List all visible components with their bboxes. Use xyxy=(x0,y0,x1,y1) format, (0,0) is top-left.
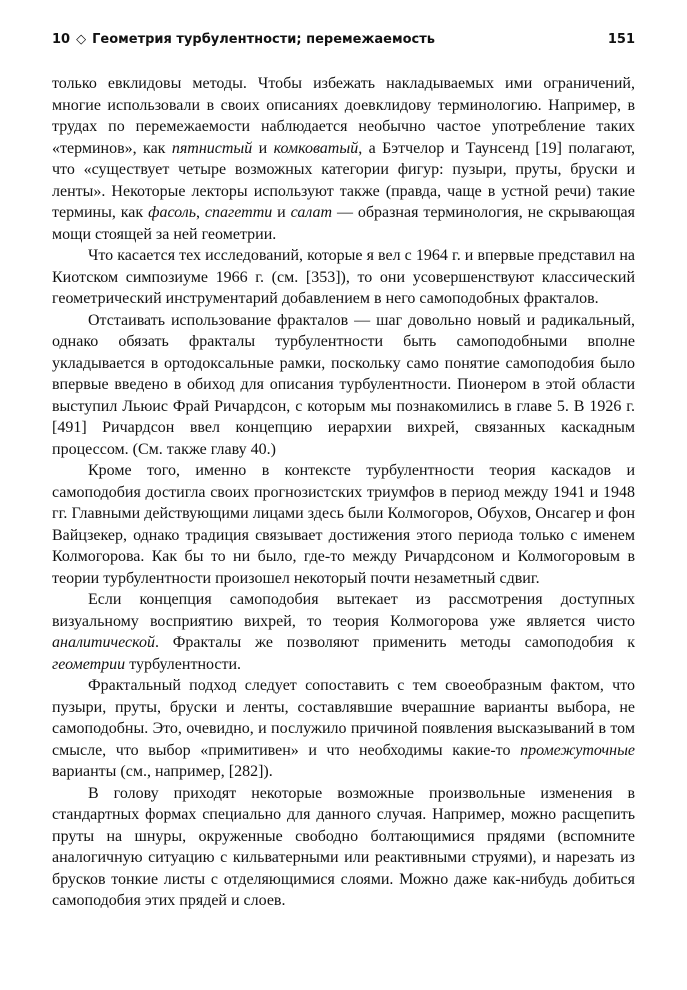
text-run: , xyxy=(196,204,205,221)
italic-term: комковатый xyxy=(273,139,359,157)
italic-term: геометрии xyxy=(52,655,126,673)
paragraph xyxy=(52,589,635,675)
page-number: 151 xyxy=(607,32,635,47)
paragraph xyxy=(52,245,635,310)
italic-term: промежуточные xyxy=(520,741,635,759)
chapter-number: 10 xyxy=(52,32,71,47)
italic-term: фасоль xyxy=(148,204,196,221)
paragraph xyxy=(52,675,635,783)
text-run: и xyxy=(272,204,291,221)
text-run: — образная терминология, не скрывающая мощи стоящей за ней геометрии. xyxy=(52,204,635,243)
paragraph xyxy=(52,310,635,461)
body-text xyxy=(52,73,635,912)
text-run: и xyxy=(252,139,274,157)
running-head xyxy=(52,32,435,47)
italic-term: спагетти xyxy=(204,204,273,221)
text-run: Отстаивать использование фракталов — шаг довольно новый и радикальный, однако обязать фракталы турбулентности быть самоподобными вполне укладывается в ортодоксальные рамки, поскольку само понятие самоподобия было впервые введено в обиход для описания турбулентности. Пионером в этой области выступил Льюис Фрай Ричардсон, с которым мы познакомились в главе 5. В 1926 г. [491] Ричардсон ввел концепцию иерархии вихрей, связанных каскадным процессом. (См. также главу 40.) xyxy=(52,311,635,458)
paragraph xyxy=(52,783,635,912)
text-run: Если концепция самоподобия вытекает из рассмотрения доступных визуальному восприятию вихрей, то теория Колмогорова уже является чисто xyxy=(52,591,635,630)
italic-term: пятнистый xyxy=(171,139,253,157)
paragraph xyxy=(52,73,635,245)
italic-term: салат xyxy=(290,204,333,221)
text-run: турбулентности. xyxy=(125,655,242,673)
text-run: В голову приходят некоторые возможные произвольные изменения в стандартных формах специально для данного случая. Например, можно расщепить пруты на шнуры, окруженные свободно болтающимися прядями (вспомните аналогичную ситуацию с кильватерными или реактивными струями), и нарезать из брусков тонкие листы с отделяющимися слоями. Можно даже как-нибудь добиться самоподобия этих прядей и слоев. xyxy=(52,784,635,909)
text-run: только евклидовы методы. Чтобы избежать накладываемых ими ограничений, многие использовали в своих описаниях доевклидову терминологию. Например, в трудах по перемежаемости наблюдается необычно частое употребление таких «терминов», как xyxy=(52,75,635,157)
chapter-title: Геометрия турбулентности; перемежаемость xyxy=(92,32,436,47)
paragraph xyxy=(52,460,635,589)
text-run: . Фракталы же позволяют применить методы самоподобия к xyxy=(154,634,635,651)
italic-term: аналитической xyxy=(52,634,155,651)
page-header xyxy=(52,32,635,56)
text-run: Что касается тех исследований, которые я вел с 1964 г. и впервые представил на Киотском симпозиуме 1966 г. (см. [353]), то они усовершенствуют классический геометрический инструментарий добавлением в него самоподобных фракталов. xyxy=(52,247,635,307)
text-run: , а Бэтчелор и Таунсенд [19] полагают, что «существует четыре возможных категории фигур: пузыри, пруты, бруски и ленты». Некоторые лекторы используют также (правда, чаще в устной речи) такие термины, как xyxy=(52,139,635,221)
text-run: Фрактальный подход следует сопоставить с тем своеобразным фактом, что пузыри, пруты, бруски и ленты, составлявшие вчерашние варианты выбора, не самоподобны. Это, очевидно, и послужило причиной появления высказываний в том смысле, что выбор «примитивен» и что необходимы какие-то xyxy=(52,677,635,759)
text-run: варианты (см., например, [282]). xyxy=(52,763,273,780)
diamond-separator-icon: ◇ xyxy=(76,32,87,47)
text-run: Кроме того, именно в контексте турбулентности теория каскадов и самоподобия достигла своих прогнозистских триумфов в период между 1941 и 1948 гг. Главными действующими лицами здесь были Колмогоров, Обухов, Онсагер и фон Вайцзекер, однако традиция связывает достижения этого периода только с именем Колмогорова. Как бы то ни было, где-то между Ричардсоном и Колмогоровым в теории турбулентности произошел некоторый почти незаметный сдвиг. xyxy=(52,462,635,587)
